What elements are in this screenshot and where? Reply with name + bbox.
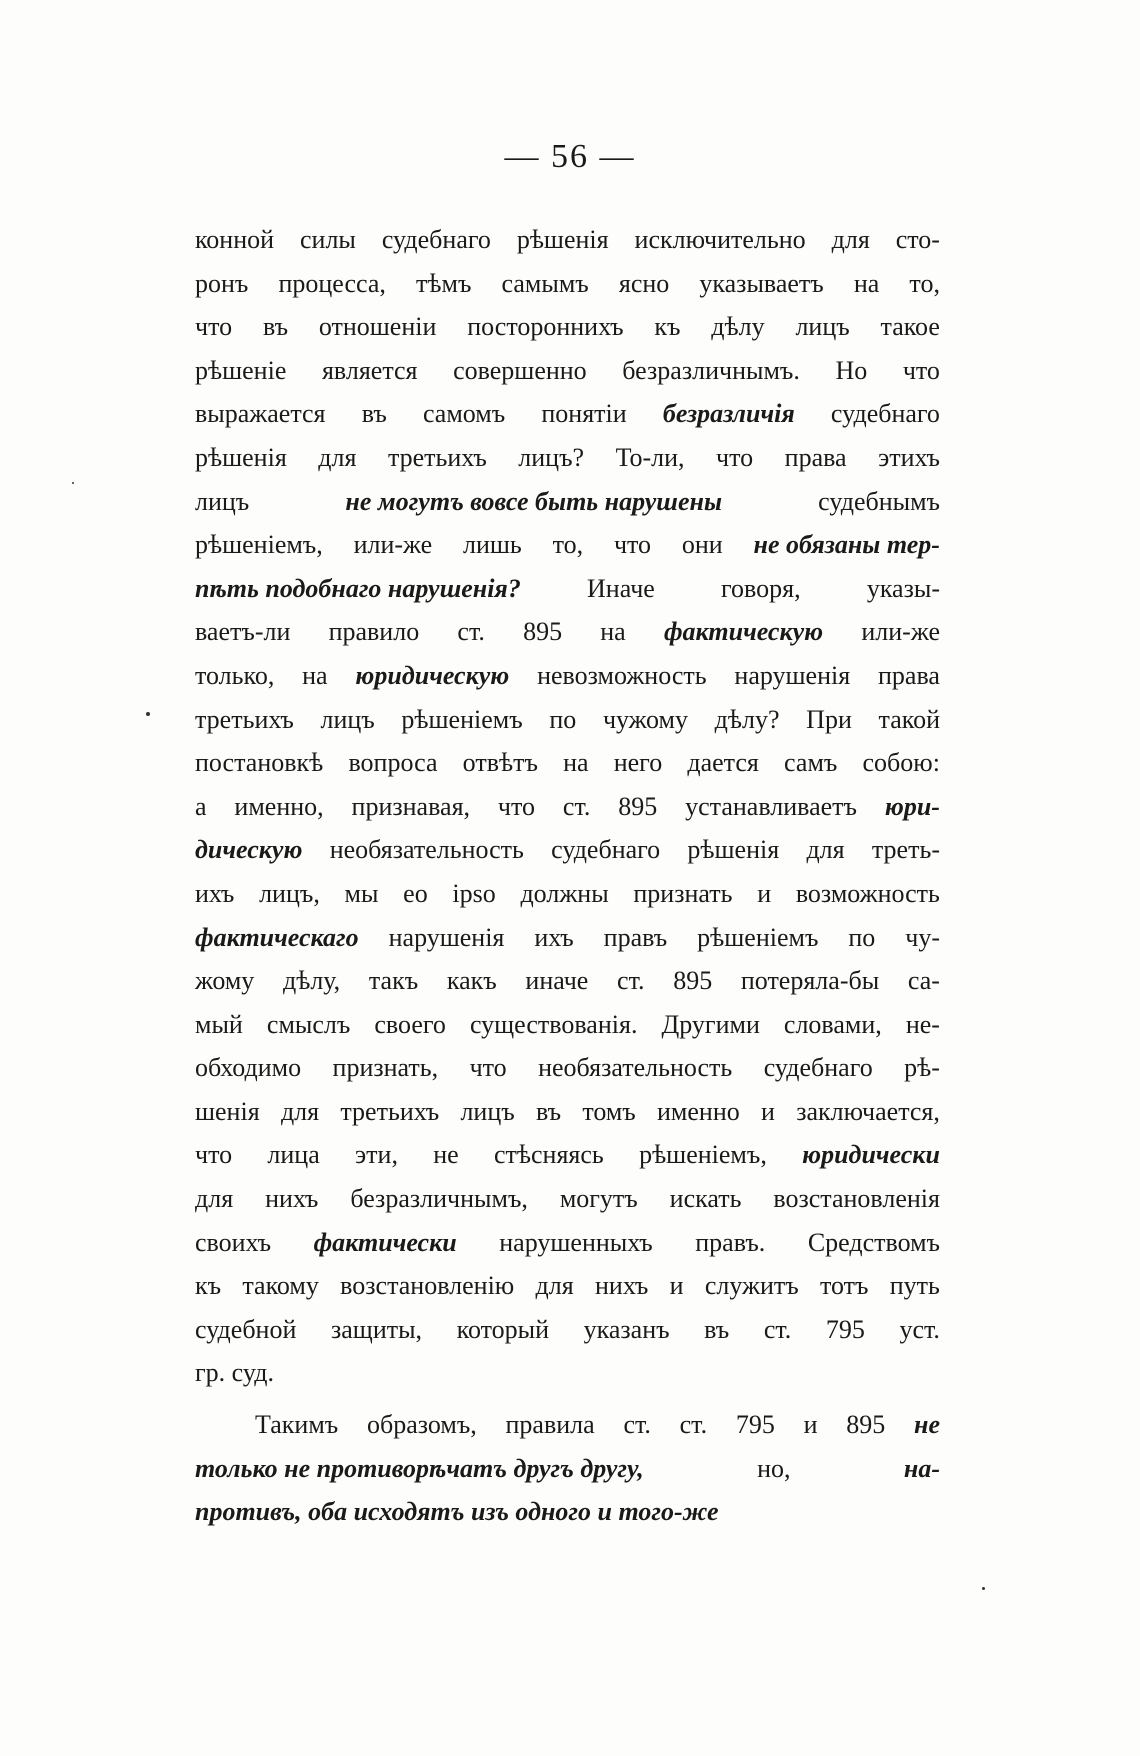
word: искать bbox=[669, 1184, 742, 1214]
text-line bbox=[195, 1308, 940, 1352]
word: какъ bbox=[446, 966, 497, 996]
word: 795 bbox=[825, 1314, 865, 1344]
word: треть- bbox=[871, 835, 940, 865]
word: нихъ bbox=[595, 1271, 649, 1301]
word: чу- bbox=[905, 922, 940, 952]
word: понятіи bbox=[541, 399, 627, 429]
print-speck bbox=[146, 712, 150, 716]
word: къ bbox=[654, 312, 681, 342]
word: исключительно bbox=[634, 225, 806, 254]
word: права bbox=[784, 442, 847, 472]
word: гр. суд. bbox=[195, 1358, 274, 1388]
word: на bbox=[563, 748, 589, 778]
word: возстановленія bbox=[773, 1184, 940, 1214]
text-line bbox=[195, 1351, 940, 1395]
word: самъ bbox=[784, 748, 838, 778]
word: для bbox=[280, 1096, 320, 1126]
word: для bbox=[806, 835, 845, 865]
word: лицъ? bbox=[518, 442, 585, 472]
word: что bbox=[902, 355, 940, 385]
word: нарушенныхъ bbox=[499, 1227, 653, 1257]
word: рѣ- bbox=[904, 1053, 940, 1083]
page-number: — 56 — bbox=[504, 138, 636, 175]
word: признать bbox=[633, 878, 733, 908]
word: уст. bbox=[899, 1314, 940, 1344]
word: указываетъ bbox=[699, 268, 824, 298]
word: потеряла-бы bbox=[740, 966, 880, 996]
word: защиты, bbox=[330, 1314, 423, 1344]
text-line bbox=[195, 480, 940, 524]
word: рѣшеніемъ, bbox=[639, 1140, 767, 1170]
word: признавая, bbox=[351, 791, 471, 821]
word: существованія. bbox=[469, 1009, 638, 1039]
word: ст. bbox=[623, 1410, 651, 1440]
word: въ bbox=[535, 1096, 562, 1126]
emphasized-text: юридически bbox=[802, 1140, 940, 1170]
word: ipso bbox=[452, 878, 496, 908]
word: дѣлу bbox=[711, 312, 765, 342]
word: смыслъ bbox=[266, 1009, 351, 1039]
word: необязательность bbox=[329, 835, 524, 865]
emphasized-text: юридическую bbox=[355, 660, 510, 690]
text-line bbox=[195, 1046, 940, 1090]
print-speck bbox=[72, 482, 74, 484]
text-line bbox=[195, 1403, 940, 1447]
word: является bbox=[321, 355, 418, 385]
text-line bbox=[195, 1177, 940, 1221]
word: на bbox=[302, 660, 328, 690]
word: обходимо bbox=[195, 1053, 302, 1083]
word: словами, bbox=[783, 1009, 882, 1039]
word: постороннихъ bbox=[467, 312, 624, 342]
word: са- bbox=[907, 966, 940, 996]
word: лицъ bbox=[320, 704, 375, 734]
word: ясно bbox=[618, 268, 670, 298]
word: такое bbox=[880, 312, 940, 342]
body-text bbox=[195, 218, 940, 1534]
paragraph bbox=[195, 1403, 940, 1534]
word: отношеніи bbox=[318, 312, 437, 342]
word: конной bbox=[195, 225, 275, 254]
word: Другими bbox=[661, 1009, 760, 1039]
word: что bbox=[613, 530, 652, 560]
word: правило bbox=[328, 617, 420, 647]
word: устанавливаетъ bbox=[685, 791, 857, 821]
word: служитъ bbox=[704, 1271, 799, 1301]
emphasized-text: на- bbox=[903, 1453, 940, 1483]
text-line bbox=[195, 872, 940, 916]
word: невозможность bbox=[537, 660, 707, 690]
text-line bbox=[195, 1090, 940, 1134]
word: жому bbox=[195, 966, 255, 996]
word: Такимъ bbox=[255, 1410, 339, 1440]
text-line bbox=[195, 218, 940, 262]
word: и bbox=[669, 1271, 684, 1301]
word: него bbox=[613, 748, 663, 778]
word: въ bbox=[361, 399, 387, 429]
word: они bbox=[681, 530, 723, 560]
emphasized-text: только не противорѣчатъ другъ другу, bbox=[195, 1453, 644, 1483]
word: для bbox=[831, 225, 870, 254]
word: или-же bbox=[861, 617, 940, 647]
word: судебнаго bbox=[830, 399, 940, 429]
word: а bbox=[195, 791, 207, 821]
word: рѣшенія bbox=[687, 835, 780, 865]
word: указанъ bbox=[583, 1314, 670, 1344]
word: нарушенія bbox=[734, 660, 851, 690]
word: ронъ bbox=[195, 268, 249, 298]
word: такому bbox=[242, 1271, 319, 1301]
word: рѣшенія bbox=[516, 225, 609, 254]
word: рѣшеніе bbox=[195, 355, 287, 385]
word: лицъ bbox=[795, 312, 850, 342]
word: безразличнымъ, bbox=[350, 1184, 528, 1214]
word: ст. bbox=[763, 1314, 792, 1344]
word: процесса, bbox=[278, 268, 386, 298]
word: заключается, bbox=[796, 1096, 940, 1126]
word: что bbox=[469, 1053, 507, 1083]
emphasized-text: дическую bbox=[195, 835, 303, 865]
word: и bbox=[757, 878, 772, 908]
word: для bbox=[195, 1184, 234, 1214]
word: судебнымъ bbox=[818, 486, 940, 516]
word: то, bbox=[552, 530, 584, 560]
word: вопроса bbox=[348, 748, 438, 778]
word: который bbox=[456, 1314, 550, 1344]
word: ваетъ-ли bbox=[195, 617, 291, 647]
word: ст. bbox=[457, 617, 485, 647]
word: судебной bbox=[195, 1314, 297, 1344]
text-line bbox=[195, 436, 940, 480]
word: рѣшенія bbox=[195, 442, 287, 472]
word: по bbox=[549, 704, 577, 734]
word: права bbox=[878, 660, 940, 690]
word: 895 bbox=[618, 791, 658, 821]
word: именно bbox=[657, 1096, 740, 1126]
word: То-ли, bbox=[615, 442, 685, 472]
text-line bbox=[195, 1447, 940, 1491]
word: образомъ, bbox=[366, 1410, 477, 1440]
word: Иначе bbox=[587, 573, 655, 603]
word: третьихъ bbox=[195, 704, 294, 734]
word: чужому bbox=[602, 704, 688, 734]
emphasized-text: фактическаго bbox=[195, 922, 359, 952]
word: рѣшеніемъ bbox=[401, 704, 523, 734]
word: 895 bbox=[523, 617, 563, 647]
text-line bbox=[195, 828, 940, 872]
word: рѣшеніемъ bbox=[697, 922, 819, 952]
word: постановкѣ bbox=[195, 748, 324, 778]
word: правъ bbox=[603, 922, 668, 952]
text-line bbox=[195, 698, 940, 742]
text-line bbox=[195, 349, 940, 393]
word: томъ bbox=[582, 1096, 636, 1126]
word: необязательность bbox=[538, 1053, 733, 1083]
text-line bbox=[195, 392, 940, 436]
word: но, bbox=[757, 1453, 791, 1483]
word: нихъ bbox=[265, 1184, 319, 1214]
word: указы- bbox=[866, 573, 940, 603]
word: именно, bbox=[234, 791, 324, 821]
word: лицъ bbox=[195, 486, 250, 516]
word: ст. bbox=[617, 966, 645, 996]
text-line bbox=[195, 1133, 940, 1177]
word: признать, bbox=[332, 1053, 439, 1083]
word: этихъ bbox=[878, 442, 940, 472]
emphasized-text: безразличія bbox=[662, 399, 795, 429]
word: такъ bbox=[368, 966, 419, 996]
emphasized-text: не обязаны тер- bbox=[753, 530, 940, 560]
word: эти, bbox=[355, 1140, 398, 1170]
text-line bbox=[195, 523, 940, 567]
word: возможность bbox=[795, 878, 940, 908]
text-line bbox=[195, 785, 940, 829]
emphasized-text: противъ, оба исходятъ изъ одного и того-же bbox=[195, 1497, 719, 1527]
text-line bbox=[195, 262, 940, 306]
word: лица bbox=[267, 1140, 320, 1170]
text-line bbox=[195, 1264, 940, 1308]
word: третьихъ bbox=[387, 442, 487, 472]
word: лишь bbox=[463, 530, 522, 560]
text-line bbox=[195, 610, 940, 654]
word: отвѣтъ bbox=[462, 748, 538, 778]
emphasized-text: юри- bbox=[884, 791, 940, 821]
text-line bbox=[195, 916, 940, 960]
emphasized-text: не bbox=[914, 1410, 940, 1440]
word: правила bbox=[505, 1410, 595, 1440]
word: дѣлу, bbox=[282, 966, 341, 996]
word: шенія bbox=[195, 1096, 260, 1126]
word: самымъ bbox=[501, 268, 589, 298]
word: и bbox=[761, 1096, 775, 1126]
word: что bbox=[195, 1140, 233, 1170]
word: не bbox=[433, 1140, 459, 1170]
word: такой bbox=[878, 704, 940, 734]
word: своего bbox=[374, 1009, 446, 1039]
word: стѣсняясь bbox=[493, 1140, 604, 1170]
word: eo bbox=[403, 878, 428, 908]
word: ихъ bbox=[195, 878, 235, 908]
word: 895 bbox=[846, 1410, 886, 1440]
word: иначе bbox=[525, 966, 589, 996]
word: для bbox=[318, 442, 357, 472]
word: что bbox=[497, 791, 536, 821]
word: сто- bbox=[895, 225, 940, 254]
paragraph-gap bbox=[195, 1395, 940, 1403]
emphasized-text: фактически bbox=[313, 1227, 457, 1257]
word: безразличнымъ. bbox=[622, 355, 800, 385]
word: собою: bbox=[862, 748, 940, 778]
text-line bbox=[195, 305, 940, 349]
word: нарушенія bbox=[388, 922, 505, 952]
word: мы bbox=[344, 878, 379, 908]
word: въ bbox=[704, 1314, 730, 1344]
word: Но bbox=[835, 355, 868, 385]
word: для bbox=[535, 1271, 574, 1301]
word: судебнаго bbox=[381, 225, 491, 254]
word: къ bbox=[195, 1271, 222, 1301]
emphasized-text: не могутъ вовсе быть нарушены bbox=[345, 486, 722, 516]
word: лицъ bbox=[460, 1096, 515, 1126]
word: по bbox=[848, 922, 876, 952]
word: ихъ bbox=[534, 922, 574, 952]
text-line bbox=[195, 741, 940, 785]
word: самомъ bbox=[422, 399, 506, 429]
word: силы bbox=[300, 225, 356, 254]
word: рѣшеніемъ, bbox=[195, 530, 323, 560]
word: на bbox=[853, 268, 880, 298]
word: судебнаго bbox=[551, 835, 661, 865]
word: могутъ bbox=[559, 1184, 638, 1214]
paragraph bbox=[195, 218, 940, 1395]
word: возстановленію bbox=[340, 1271, 515, 1301]
word: на bbox=[600, 617, 626, 647]
text-line bbox=[195, 1221, 940, 1265]
word: мый bbox=[195, 1009, 243, 1039]
word: дается bbox=[687, 748, 759, 778]
emphasized-text: фактическую bbox=[663, 617, 824, 647]
word: своихъ bbox=[195, 1227, 272, 1257]
word: не- bbox=[905, 1009, 940, 1039]
word: и bbox=[803, 1410, 818, 1440]
word: должны bbox=[520, 878, 609, 908]
word: ст. bbox=[679, 1410, 708, 1440]
word: судебнаго bbox=[763, 1053, 873, 1083]
word: въ bbox=[262, 312, 289, 342]
text-line bbox=[195, 1003, 940, 1047]
word: правъ. bbox=[695, 1227, 766, 1257]
word: говоря, bbox=[721, 573, 801, 603]
word: что bbox=[716, 442, 754, 472]
word: что bbox=[195, 312, 233, 342]
emphasized-text: пѣть подобнаго нарушенія? bbox=[195, 573, 521, 603]
word: 895 bbox=[673, 966, 713, 996]
text-line bbox=[195, 959, 940, 1003]
word: тотъ bbox=[819, 1271, 869, 1301]
word: путь bbox=[889, 1271, 940, 1301]
word: При bbox=[806, 704, 852, 734]
word: дѣлу? bbox=[714, 704, 780, 734]
word: выражается bbox=[195, 399, 326, 429]
text-line bbox=[195, 654, 940, 698]
word: 795 bbox=[735, 1410, 775, 1440]
word: только, bbox=[195, 660, 275, 690]
text-line bbox=[195, 1490, 940, 1534]
word: лицъ, bbox=[259, 878, 320, 908]
print-speck bbox=[982, 1587, 985, 1590]
word: то, bbox=[909, 268, 940, 298]
word: совершенно bbox=[453, 355, 587, 385]
word: ст. bbox=[562, 791, 591, 821]
word: третьихъ bbox=[340, 1096, 440, 1126]
text-line bbox=[195, 567, 940, 611]
word: Средствомъ bbox=[807, 1227, 940, 1257]
word: тѣмъ bbox=[416, 268, 472, 298]
word: или-же bbox=[353, 530, 433, 560]
